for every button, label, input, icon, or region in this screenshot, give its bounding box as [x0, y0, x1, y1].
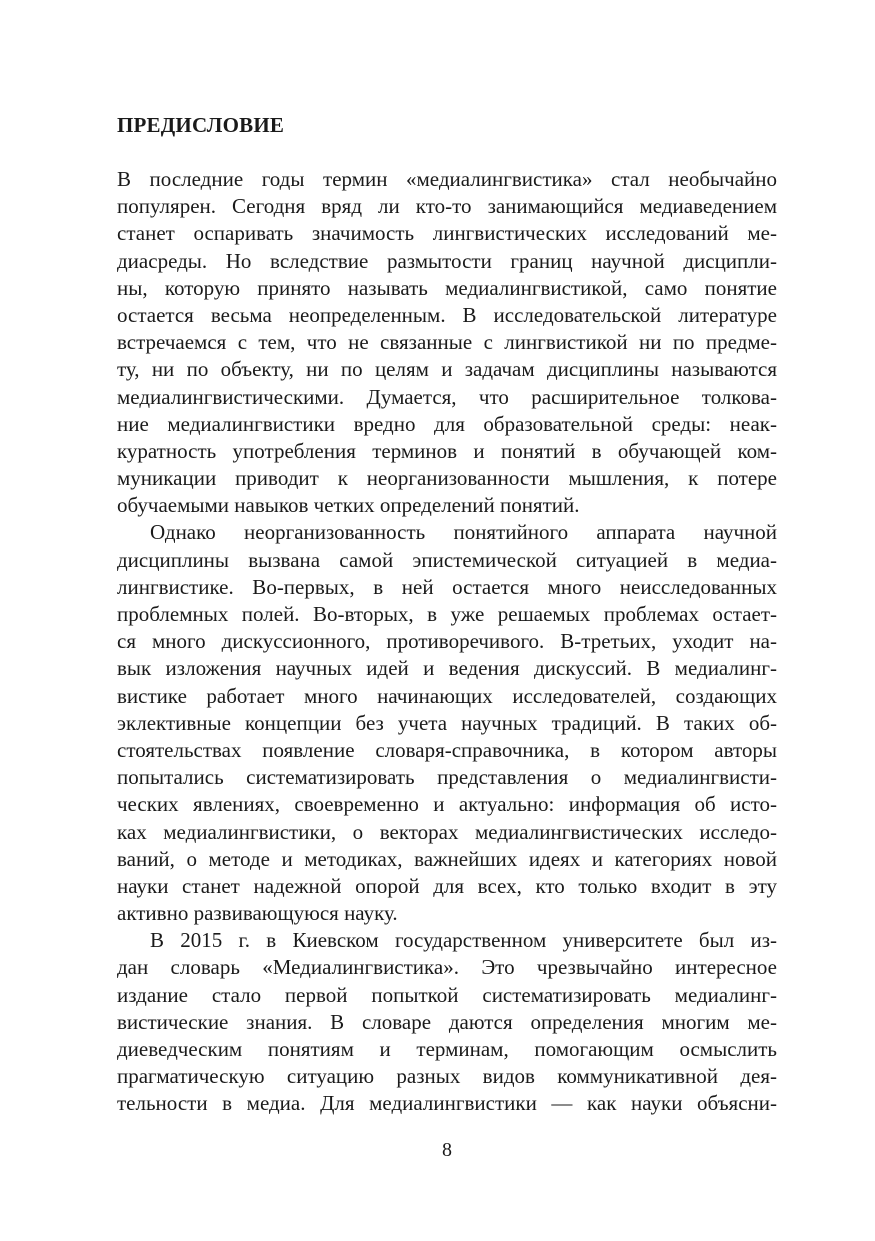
text-line: станет оспаривать значимость лингвистических исследований ме-: [117, 221, 777, 246]
text-line: ся много дискуссионного, противоречивого. В-третьих, уходит на-: [117, 629, 777, 654]
document-page: [117, 0, 777, 1241]
text-line: науки станет надежной опорой для всех, кто только входит в эту: [117, 873, 777, 898]
text-line: медиалингвистическими. Думается, что расширительное толкова-: [117, 384, 777, 409]
text-line: В последние годы термин «медиалингвистика» стал необычайно: [117, 167, 777, 191]
text-line: попытались систематизировать представления о медиалингвисти-: [117, 765, 777, 790]
text-line: ческих явлениях, своевременно и актуально: информация об исто-: [117, 792, 777, 817]
paragraph: [117, 927, 777, 1117]
text-line: лингвистике. Во-первых, в ней остается много неисследованных: [117, 574, 777, 599]
text-line: эклективные концепции без учета научных традиций. В таких об-: [117, 710, 777, 735]
text-line: куратность употребления терминов и понятий в обучающей ком-: [117, 438, 777, 463]
text-line: вистические знания. В словаре даются определения многим ме-: [117, 1009, 777, 1034]
text-line: активно развивающуюся науку.: [117, 901, 398, 926]
page-number: 8: [442, 1139, 452, 1161]
text-line: стоятельствах появление словаря-справочника, в котором авторы: [117, 737, 777, 762]
text-line: ны, которую принято называть медиалингвистикой, само понятие: [117, 275, 777, 300]
text-line: диасреды. Но вследствие размытости границ научной дисципли-: [117, 248, 777, 273]
text-line: диеведческим понятиям и терминам, помогающим осмыслить: [117, 1037, 777, 1061]
text-line: В 2015 г. в Киевском государственном университете был из-: [150, 928, 777, 953]
text-line: вык изложения научных идей и ведения дискуссий. В медиалинг-: [117, 656, 777, 681]
text-line: ках медиалингвистики, о векторах медиалингвистических исследо-: [117, 819, 777, 844]
text-line: Однако неорганизованность понятийного аппарата научной: [150, 520, 777, 545]
text-line: прагматическую ситуацию разных видов коммуникативной дея-: [117, 1064, 777, 1089]
text-line: встречаемся с тем, что не связанные с лингвистикой ни по предме-: [117, 330, 777, 355]
text-line: остается весьма неопределенным. В исследовательской литературе: [117, 302, 777, 327]
section-heading: ПРЕДИСЛОВИЕ: [117, 113, 285, 137]
text-line: дисциплины вызвана самой эпистемической ситуацией в медиа-: [117, 547, 777, 572]
text-line: дан словарь «Медиалингвистика». Это чрезвычайно интересное: [117, 955, 777, 980]
text-line: ту, ни по объекту, ни по целям и задачам дисциплины называются: [117, 357, 777, 382]
text-line: муникации приводит к неорганизованности мышления, к потере: [117, 466, 777, 491]
text-line: тельности в медиа. Для медиалингвистики — как науки объясни-: [117, 1091, 777, 1116]
text-line: проблемных полей. Во-вторых, в уже решаемых проблемах остает-: [117, 602, 777, 626]
paragraph: [117, 519, 777, 927]
text-line: популярен. Сегодня вряд ли кто-то занимающийся медиаведением: [117, 194, 777, 219]
paragraph: [117, 166, 777, 519]
text-line: издание стало первой попыткой систематизировать медиалинг-: [117, 982, 777, 1007]
text-line: вистике работает много начинающих исследователей, создающих: [117, 683, 777, 708]
text-line: обучаемыми навыков четких определений понятий.: [117, 493, 580, 518]
body-text: [117, 166, 777, 1118]
text-line: ние медиалингвистики вредно для образовательной среды: неак-: [117, 411, 777, 436]
text-line: ваний, о методе и методиках, важнейших идеях и категориях новой: [117, 846, 777, 871]
